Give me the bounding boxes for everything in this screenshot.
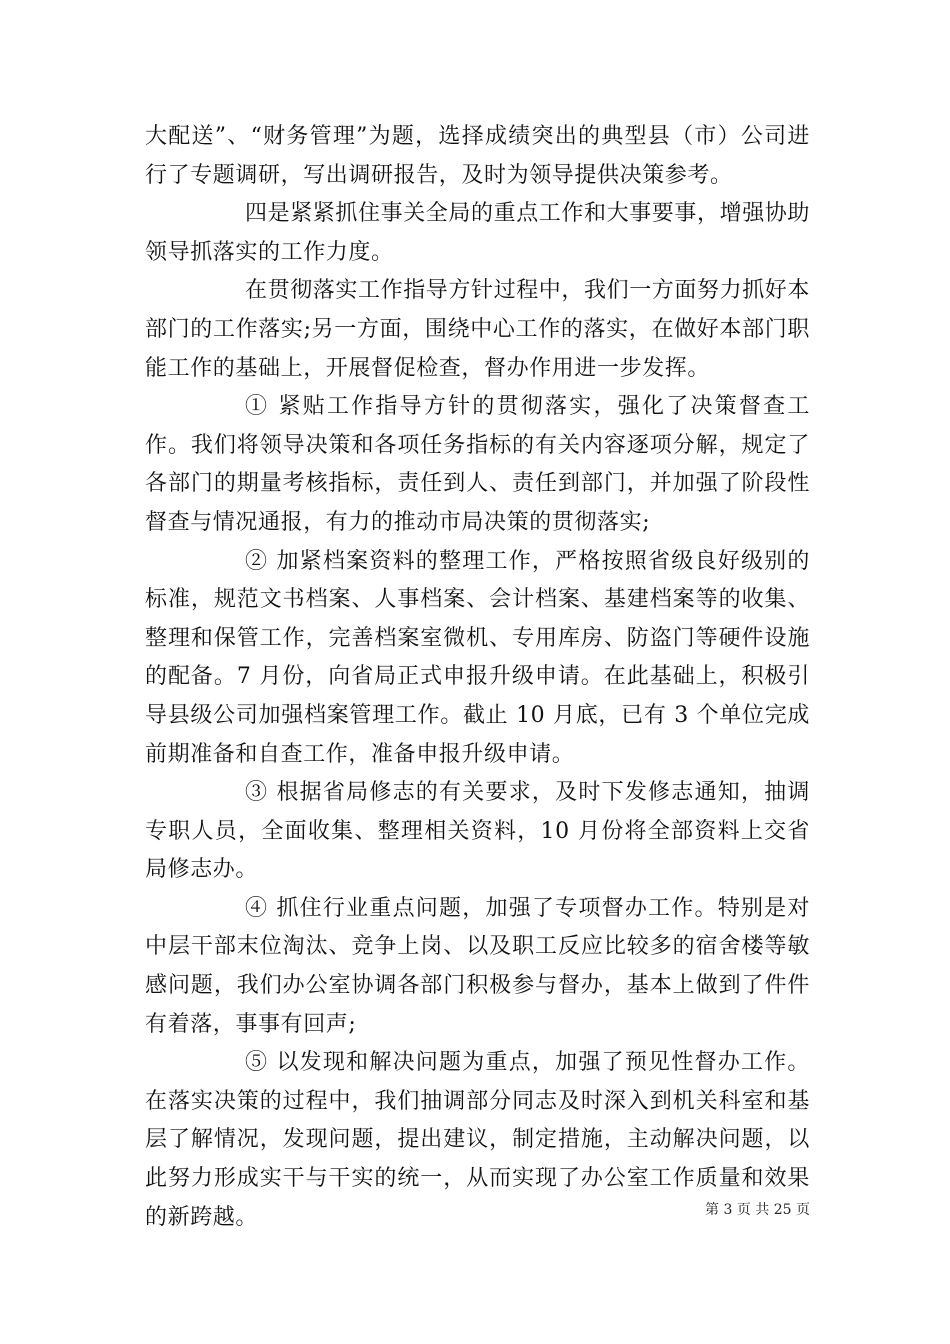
paragraph-item-2: ② 加紧档案资料的整理工作，严格按照省级良好级别的标准，规范文书档案、人事档案、会计档案、基建档案等的收集、整理和保管工作，完善档案室微机、专用库房、防盗门等硬件设施的配备。7 月份，向省局正式申报升级申请。在此基础上，积极引导县级公司加强档案管理工作。截止 10 月底，已有 3 个单位完成前期准备和自查工作，准备申报升级申请。 [145, 548, 810, 767]
paragraph-continuation: 大配送”、“财务管理”为题，选择成绩突出的典型县（市）公司进行了专题调研，写出调研报告，及时为领导提供决策参考。 [145, 124, 810, 188]
page-number-footer: 第 3 页 共 25 页 [705, 1202, 810, 1218]
document-body [145, 118, 810, 1237]
paragraph-item-3: ③ 根据省局修志的有关要求，及时下发修志通知，抽调专职人员，全面收集、整理相关资料，10 月份将全部资料上交省局修志办。 [145, 780, 810, 883]
paragraph-point-four: 四是紧紧抓住事关全局的重点工作和大事要事，增强协助领导抓落实的工作力度。 [145, 201, 811, 265]
paragraph-item-5: ⑤ 以发现和解决问题为重点，加强了预见性督办工作。在落实决策的过程中，我们抽调部分同志及时深入到机关科室和基层了解情况，发现问题，提出建议，制定措施，主动解决问题，以此努力形成实干与干实的统一，从而实现了办公室工作质量和效果的新跨越。 [145, 1050, 810, 1230]
paragraph-implementation: 在贯彻落实工作指导方针过程中，我们一方面努力抓好本部门的工作落实;另一方面，围绕中心工作的落实，在做好本部门职能工作的基础上，开展督促检查，督办作用进一步发挥。 [145, 278, 811, 381]
paragraph-item-1: ① 紧贴工作指导方针的贯彻落实，强化了决策督查工作。我们将领导决策和各项任务指标的有关内容逐项分解，规定了各部门的期量考核指标，责任到人、责任到部门，并加强了阶段性督查与情况通报，有力的推动市局决策的贯彻落实; [145, 394, 810, 535]
paragraph-item-4: ④ 抓住行业重点问题，加强了专项督办工作。特别是对中层干部末位淘汰、竞争上岗、以及职工反应比较多的宿舍楼等敏感问题，我们办公室协调各部门积极参与督办，基本上做到了件件有着落，事事有回声; [145, 895, 810, 1037]
